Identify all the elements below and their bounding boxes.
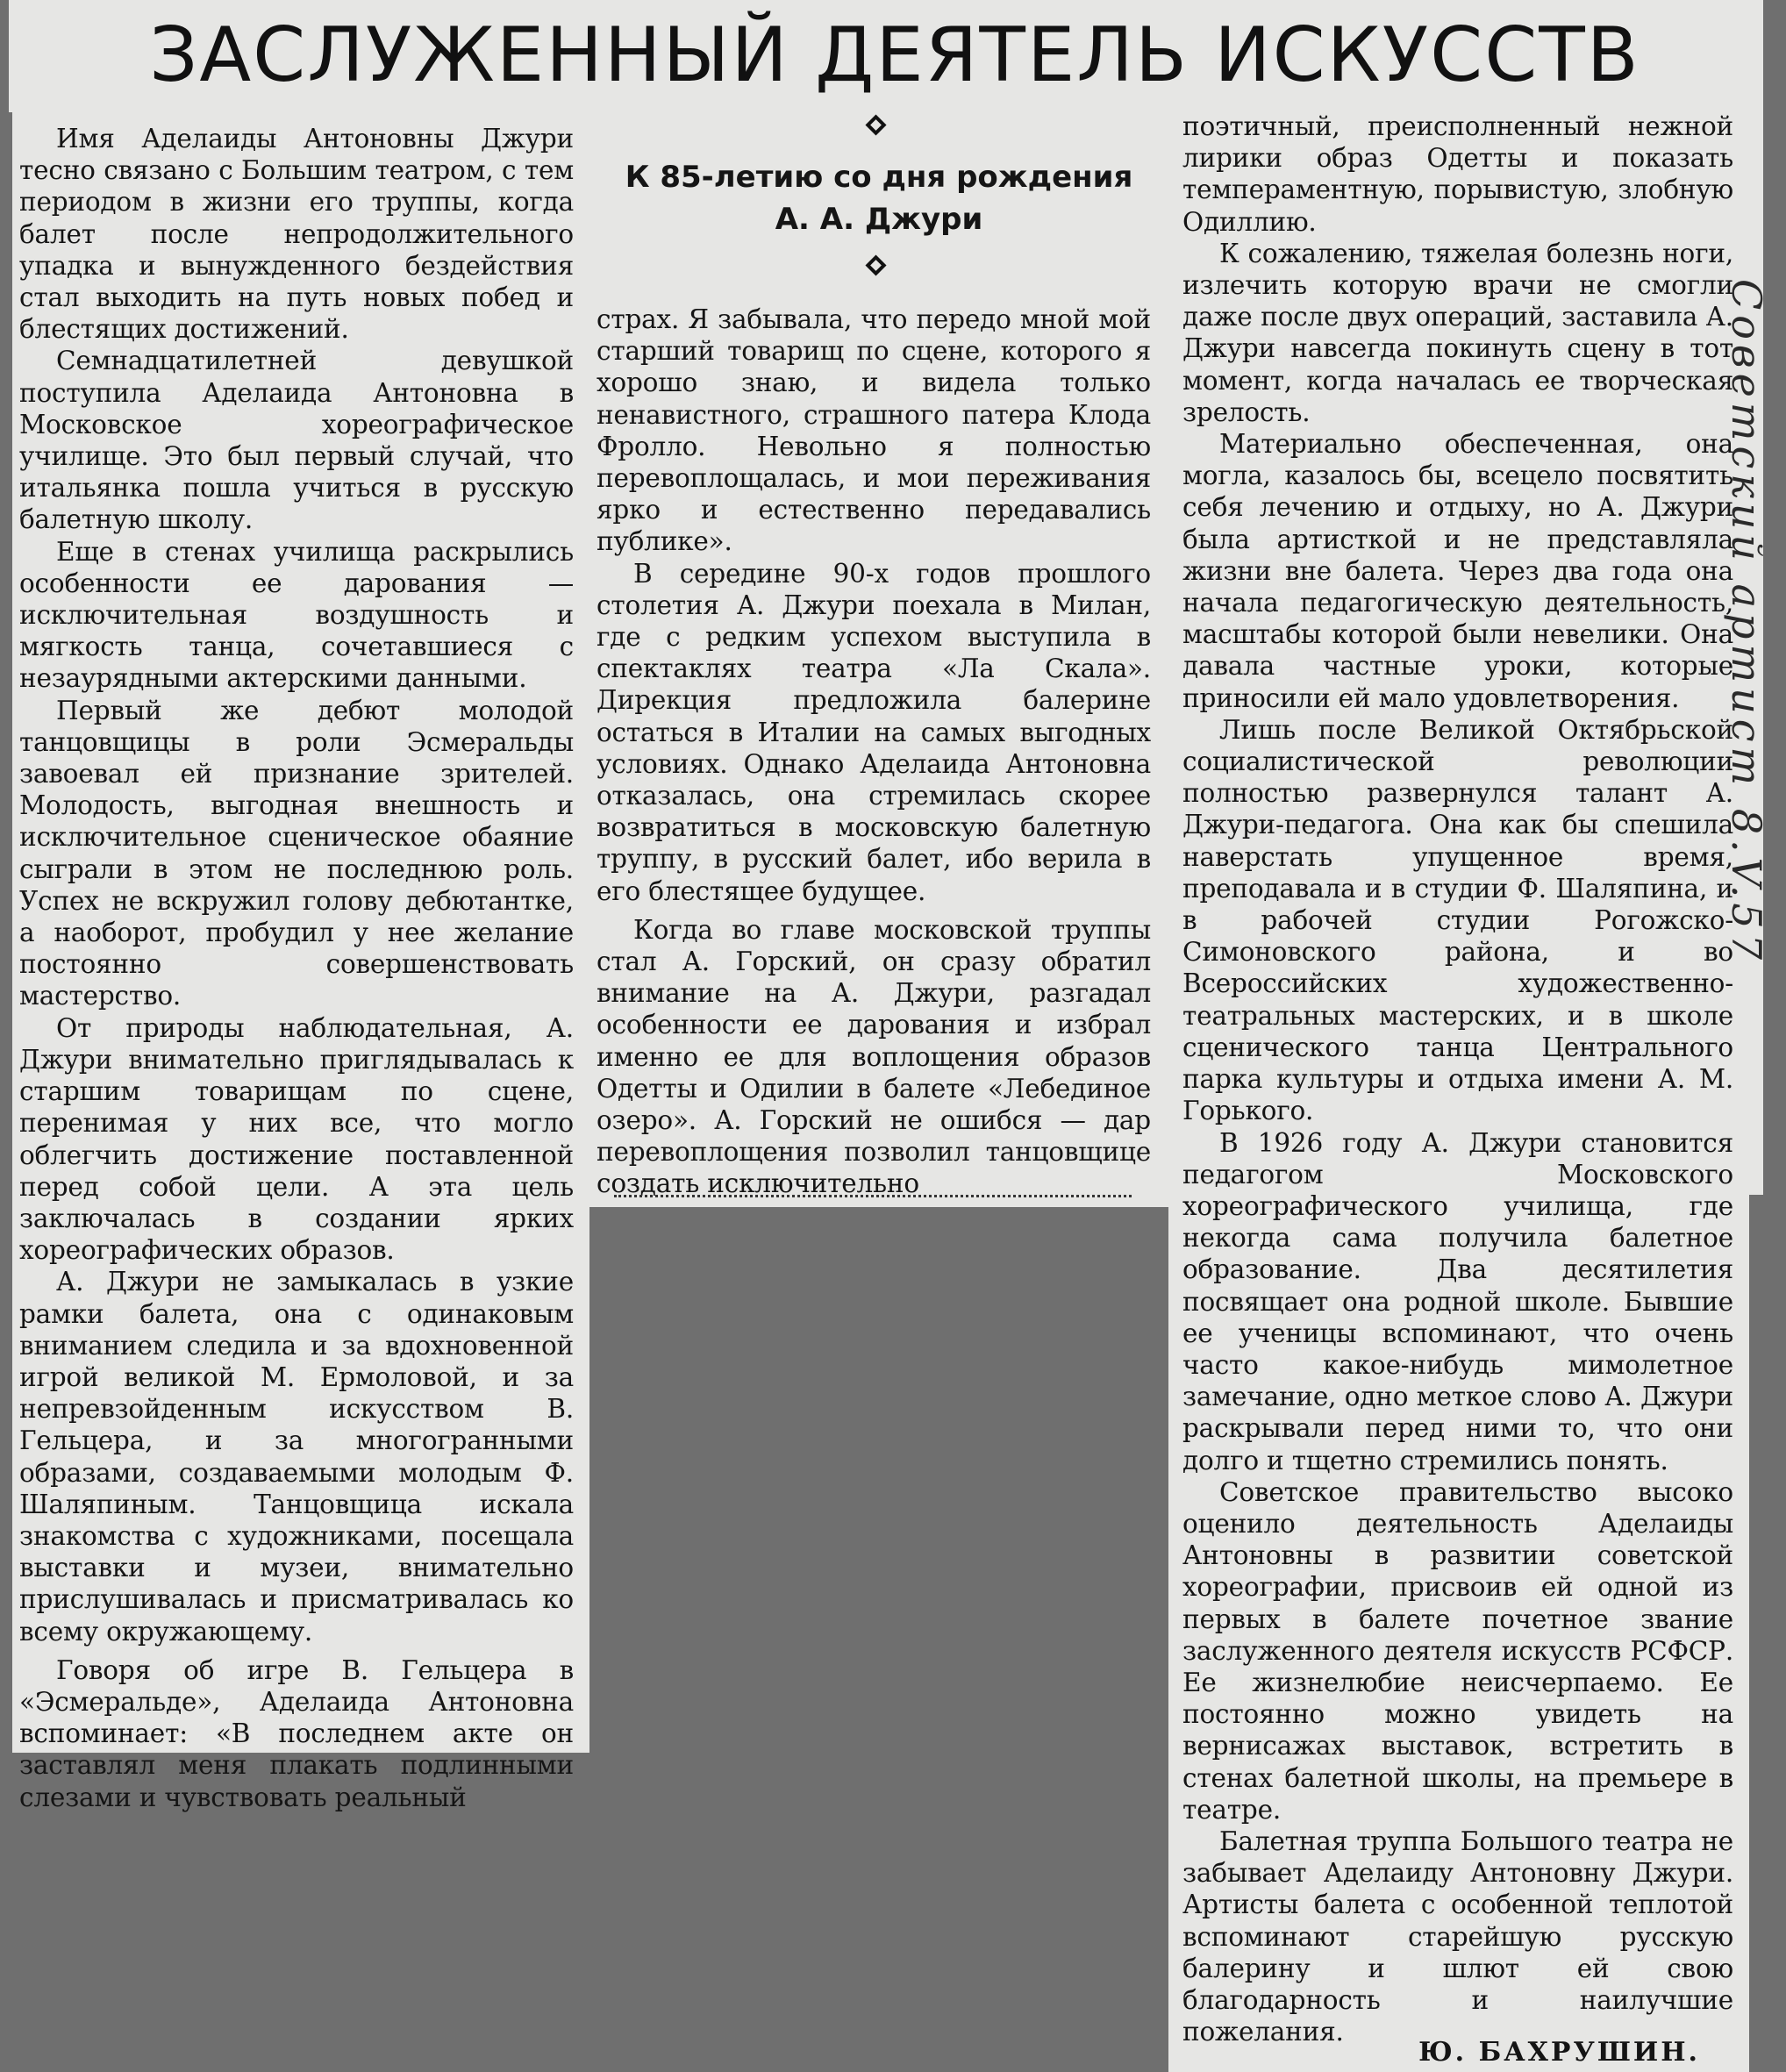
- subtitle-line-2: А. А. Джури: [775, 202, 983, 237]
- paragraph: Советское правительство высоко оценило деятельность Аделаиды Антоновны в развитии советской хореографии, присвоив ей одной из первых в балете почетное звание заслуженного деятеля искусств РСФСР. Ее жизнелюбие неисчерпаемо. Ее постоянно можно увидеть на вернисажах выставок, встретить в стенах балетной школы, на премьере в театре.: [1182, 1476, 1733, 1825]
- paragraph: Семнадцатилетней девушкой поступила Аделаида Антоновна в Московское хореографическое училище. Это был первый случай, что итальянка пошла учиться в русскую балетную школу.: [19, 346, 574, 535]
- headline: ЗАСЛУЖЕННЫЙ ДЕЯТЕЛЬ ИСКУССТВ: [149, 11, 1640, 99]
- handwritten-note: Советский артист 8.V.57: [1723, 279, 1770, 965]
- paragraph: Когда во главе московской труппы стал А. Горский, он сразу обратил внимание на А. Джури, разгадал особенности ее дарования и избрал именно ее для воплощения образов Одетты и Одилии в балете «Лебединое озеро». А. Горский не ошибся — дар перевоплощения позволил танцовщице создать исключительно: [597, 914, 1151, 1199]
- subtitle-line-1: К 85-летию со дня рождения: [625, 160, 1133, 195]
- cut-edge-ornament: [614, 1195, 1132, 1206]
- article-column-right: [1182, 111, 1733, 2047]
- article-column-middle: [597, 304, 1151, 1200]
- paragraph: В середине 90-х годов прошлого столетия А. Джури поехала в Милан, где с редким успехом выступила в спектаклях театра «Ла Скала». Дирекция предложила балерине остаться в Италии на самых выгодных условиях. Однако Аделаида Антоновна отказалась, она стремилась скорее возвратиться в московскую балетную труппу, в русский балет, ибо верила в его блестящее будущее.: [597, 558, 1151, 906]
- paragraph: Говоря об игре В. Гельцера в «Эсмеральде», Аделаида Антоновна вспоминает: «В последнем акте он заставлял меня плакать подлинными слезами и чувствовать реальный: [19, 1654, 574, 1812]
- paragraph: Имя Аделаиды Антоновны Джури тесно связано с Большим театром, с тем периодом в жизни его труппы, когда балет после непродолжительного упадка и вынужденного бездействия стал выходить на путь новых побед и блестящих достижений.: [19, 124, 574, 345]
- paragraph: А. Джури не замыкалась в узкие рамки балета, она с одинаковым вниманием следила и за вдохновенной игрой великой М. Ермоловой, и за непревзойденным искусством В. Гельцера, и за многогранными образами, создаваемыми молодым Ф. Шаляпиным. Танцовщица искала знакомства с художниками, посещала выставки и музеи, внимательно прислушивалась и присматривалась ко всему окружающему.: [19, 1267, 574, 1647]
- paragraph: страх. Я забывала, что передо мной мой старший товарищ по сцене, которого я хорошо знаю, и видела только ненавистного, страшного патера Клода Фролло. Невольно я полностью перевоплощалась, и мои переживания ярко и естественно передавались публике».: [597, 304, 1151, 557]
- paragraph: Лишь после Великой Октябрьской социалистической революции полностью развернулся талант А. Джури-педагога. Она как бы спешила наверстать упущенное время, преподавала и в студии Ф. Шаляпина, и в рабочей студии Рогожско-Симоновского района, и во Всероссийских художественно-театральных мастерских, и в школе сценического танца Центрального парка культуры и отдыха имени А. М. Горького.: [1182, 714, 1733, 1126]
- paragraph: поэтичный, преисполненный нежной лирики образ Одетты и показать темпераментную, порывистую, злобную Одиллию.: [1182, 111, 1733, 237]
- paragraph: От природы наблюдательная, А. Джури внимательно приглядывалась к старшим товарищам по сцене, перенимая у них все, что могло облегчить достижение поставленной перед собой цели. А эта цель заключалась в создании ярких хореографических образов.: [19, 1012, 574, 1266]
- paragraph: Балетная труппа Большого театра не забывает Аделаиду Антоновну Джури. Артисты балета с особенной теплотой вспоминают старейшую русскую балерину и шлют ей свою благодарность и наилучшие пожелания.: [1182, 1826, 1733, 2047]
- article-column-left: [19, 123, 574, 1813]
- paragraph: Материально обеспеченная, она могла, казалось бы, всецело посвятить себя лечению и отдыху, но А. Джури была артисткой и не представляла жизни вне балета. Через два года она начала педагогическую деятельность, масштабы которой были невелики. Она давала частные уроки, которые приносили ей мало удовлетворения.: [1182, 429, 1733, 713]
- subtitle: [586, 156, 1172, 240]
- paragraph: В 1926 году А. Джури становится педагогом Московского хореографического училища, где некогда сама получила балетное образование. Два десятилетия посвящает она родной школе. Бывшие ее ученицы вспоминают, что очень часто какое-нибудь мимолетное замечание, одно меткое слово А. Джури раскрывали перед ними то, что они долго и тщетно стремились понять.: [1182, 1127, 1733, 1475]
- paragraph: Первый же дебют молодой танцовщицы в роли Эсмеральды завоевал ей признание зрителей. Молодость, выгодная внешность и исключительное сценическое обаяние сыграли в этом не последнюю роль. Успех не вскружил голову дебютантке, а наоборот, пробудил у нее желание постоянно совершенствовать мастерство.: [19, 695, 574, 1011]
- paragraph: К сожалению, тяжелая болезнь ноги, излечить которую врачи не смогли даже после двух операций, заставила А. Джури навсегда покинуть сцену в тот момент, когда началась ее творческая зрелость.: [1182, 238, 1733, 427]
- author-signature: Ю. БАХРУШИН.: [1418, 2037, 1700, 2068]
- paragraph: Еще в стенах училища раскрылись особенности ее дарования — исключительная воздушность и мягкость танца, сочетавшиеся с незаурядными актерскими данными.: [19, 536, 574, 694]
